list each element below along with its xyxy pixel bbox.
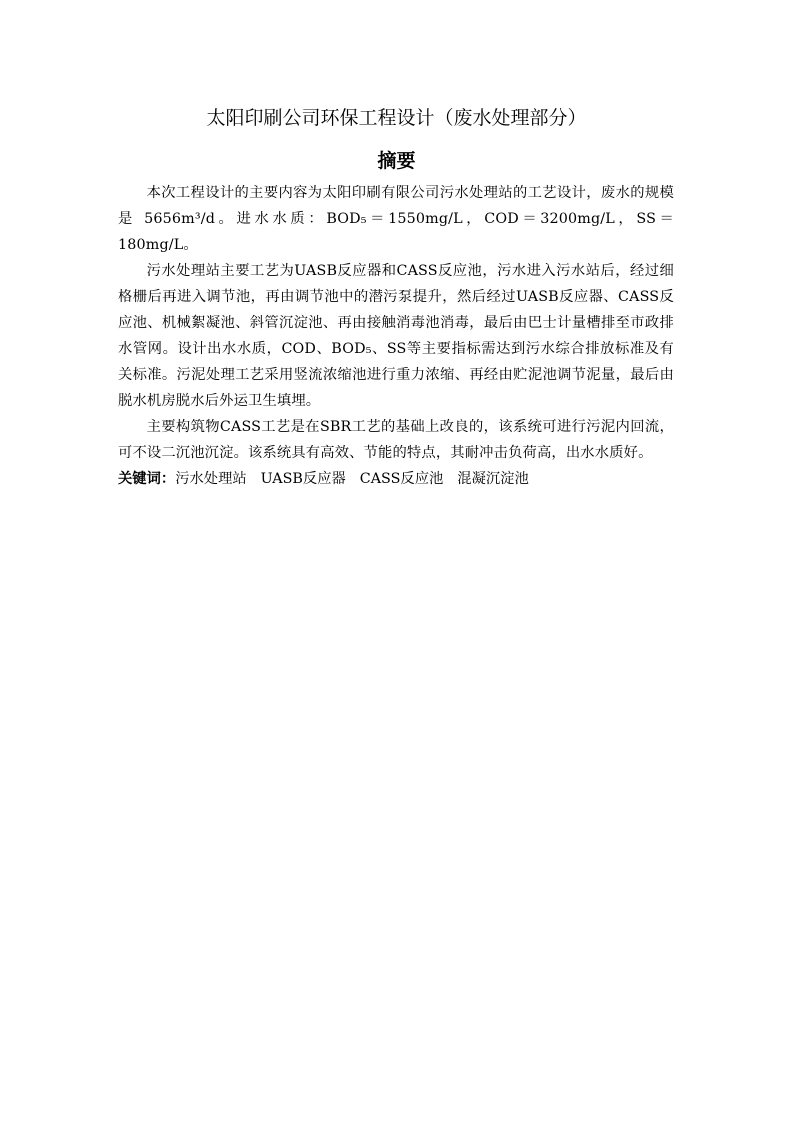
keyword-item: UASB反应器 (260, 471, 346, 487)
document-title: 太阳印刷公司环保工程设计（废水处理部分） (206, 107, 587, 129)
keywords-line (118, 466, 674, 492)
keyword-item: 污水处理站 (175, 471, 247, 487)
abstract-paragraph-3: 主要构筑物CASS工艺是在SBR工艺的基础上改良的，该系统可进行污泥内回流，可不设二沉池沉淀。该系统具有高效、节能的特点，其耐冲击负荷高，出水水质好。 (118, 419, 674, 461)
abstract-heading: 摘要 (377, 150, 416, 172)
abstract-paragraph-2: 污水处理站主要工艺为UASB反应器和CASS反应池，污水进入污水站后，经过细格栅后再进入调节池，再由调节池中的潜污泵提升，然后经过UASB反应器、CASS反应池、机械絮凝池、斜管沉淀池、再由接触消毒池消毒，最后由巴士计量槽排至市政排水管网。设计出水水质，COD、BOD₅、SS等主要指标需达到污水综合排放标准及有关标准。污泥处理工艺采用竖流浓缩池进行重力浓缩、再经由贮泥池调节泥量，最后由脱水机房脱水后外运卫生填埋。 (118, 263, 674, 409)
abstract-body (118, 180, 674, 492)
abstract-paragraph-1: 本次工程设计的主要内容为太阳印刷有限公司污水处理站的工艺设计，废水的规模是 5656m³/d。进水水质：BOD₅＝1550mg/L，COD＝3200mg/L，SS＝180mg/L。 (118, 185, 674, 253)
keywords-label: 关键词： (118, 471, 176, 487)
keyword-item: CASS反应池 (359, 471, 444, 487)
keyword-item: 混凝沉淀池 (457, 471, 529, 487)
